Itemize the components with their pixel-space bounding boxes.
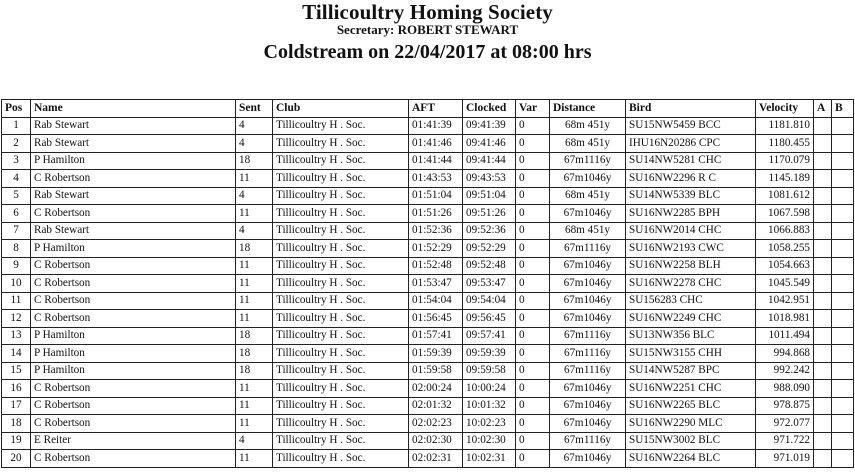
cell-sent: 4 bbox=[236, 222, 273, 240]
cell-distance: 67m1046y bbox=[550, 205, 626, 223]
table-row bbox=[2, 292, 854, 310]
cell-sent: 4 bbox=[236, 117, 273, 135]
cell-bird: SU15NW3002 BLC bbox=[626, 432, 756, 450]
table-row bbox=[2, 432, 854, 450]
cell-velocity: 1042.951 bbox=[756, 292, 814, 310]
table-row bbox=[2, 310, 854, 328]
cell-sent: 4 bbox=[236, 135, 273, 153]
cell-club: Tillicoultry H . Soc. bbox=[273, 275, 409, 293]
cell-velocity: 994.868 bbox=[756, 345, 814, 363]
cell-velocity: 1180.455 bbox=[756, 135, 814, 153]
cell-clocked: 09:41:39 bbox=[463, 117, 516, 135]
cell-aft: 01:52:29 bbox=[409, 240, 463, 258]
cell-a bbox=[814, 327, 832, 345]
col-a: A bbox=[814, 100, 832, 118]
col-aft: AFT bbox=[409, 100, 463, 118]
cell-bird: SU14NW5287 BPC bbox=[626, 362, 756, 380]
cell-clocked: 10:02:23 bbox=[463, 415, 516, 433]
cell-var: 0 bbox=[516, 310, 550, 328]
cell-clocked: 09:53:47 bbox=[463, 275, 516, 293]
cell-var: 0 bbox=[516, 345, 550, 363]
cell-pos: 8 bbox=[2, 240, 31, 258]
cell-var: 0 bbox=[516, 450, 550, 468]
col-bird: Bird bbox=[626, 100, 756, 118]
cell-b bbox=[832, 257, 854, 275]
cell-a bbox=[814, 275, 832, 293]
cell-sent: 11 bbox=[236, 310, 273, 328]
col-pos: Pos bbox=[2, 100, 31, 118]
cell-var: 0 bbox=[516, 205, 550, 223]
col-clocked: Clocked bbox=[463, 100, 516, 118]
cell-b bbox=[832, 310, 854, 328]
cell-name: Rab Stewart bbox=[31, 117, 236, 135]
cell-pos: 15 bbox=[2, 362, 31, 380]
cell-name: C Robertson bbox=[31, 380, 236, 398]
cell-distance: 67m1046y bbox=[550, 380, 626, 398]
cell-velocity: 1170.079 bbox=[756, 152, 814, 170]
cell-name: Rab Stewart bbox=[31, 222, 236, 240]
cell-pos: 18 bbox=[2, 415, 31, 433]
cell-var: 0 bbox=[516, 187, 550, 205]
cell-sent: 11 bbox=[236, 205, 273, 223]
cell-velocity: 1066.883 bbox=[756, 222, 814, 240]
cell-name: C Robertson bbox=[31, 415, 236, 433]
cell-pos: 16 bbox=[2, 380, 31, 398]
results-table bbox=[1, 99, 854, 468]
cell-var: 0 bbox=[516, 135, 550, 153]
cell-a bbox=[814, 450, 832, 468]
cell-club: Tillicoultry H . Soc. bbox=[273, 187, 409, 205]
cell-distance: 67m1116y bbox=[550, 432, 626, 450]
cell-pos: 20 bbox=[2, 450, 31, 468]
cell-a bbox=[814, 187, 832, 205]
cell-bird: SU16NW2265 BLC bbox=[626, 397, 756, 415]
cell-sent: 11 bbox=[236, 292, 273, 310]
table-row bbox=[2, 240, 854, 258]
cell-bird: SU16NW2249 CHC bbox=[626, 310, 756, 328]
document-header bbox=[0, 0, 855, 64]
col-b: B bbox=[832, 100, 854, 118]
table-row bbox=[2, 135, 854, 153]
cell-aft: 01:52:48 bbox=[409, 257, 463, 275]
cell-bird: SU16NW2014 CHC bbox=[626, 222, 756, 240]
cell-var: 0 bbox=[516, 397, 550, 415]
cell-var: 0 bbox=[516, 432, 550, 450]
society-title: Tillicoultry Homing Society bbox=[302, 0, 553, 24]
cell-name: Rab Stewart bbox=[31, 135, 236, 153]
cell-aft: 01:56:45 bbox=[409, 310, 463, 328]
cell-sent: 11 bbox=[236, 380, 273, 398]
cell-b bbox=[832, 152, 854, 170]
cell-pos: 19 bbox=[2, 432, 31, 450]
cell-bird: SU156283 CHC bbox=[626, 292, 756, 310]
table-row bbox=[2, 117, 854, 135]
race-heading: Coldstream on 22/04/2017 at 08:00 hrs bbox=[263, 41, 592, 63]
cell-b bbox=[832, 240, 854, 258]
cell-velocity: 972.077 bbox=[756, 415, 814, 433]
cell-aft: 01:53:47 bbox=[409, 275, 463, 293]
cell-clocked: 10:02:31 bbox=[463, 450, 516, 468]
cell-a bbox=[814, 240, 832, 258]
cell-club: Tillicoultry H . Soc. bbox=[273, 292, 409, 310]
cell-var: 0 bbox=[516, 292, 550, 310]
table-row bbox=[2, 345, 854, 363]
cell-b bbox=[832, 362, 854, 380]
cell-name: Rab Stewart bbox=[31, 187, 236, 205]
cell-a bbox=[814, 222, 832, 240]
table-row bbox=[2, 222, 854, 240]
cell-velocity: 1145.189 bbox=[756, 170, 814, 188]
cell-distance: 68m 451y bbox=[550, 187, 626, 205]
cell-aft: 02:02:30 bbox=[409, 432, 463, 450]
cell-sent: 4 bbox=[236, 432, 273, 450]
cell-a bbox=[814, 362, 832, 380]
cell-club: Tillicoultry H . Soc. bbox=[273, 240, 409, 258]
cell-a bbox=[814, 415, 832, 433]
cell-club: Tillicoultry H . Soc. bbox=[273, 450, 409, 468]
cell-name: C Robertson bbox=[31, 170, 236, 188]
cell-velocity: 1045.549 bbox=[756, 275, 814, 293]
col-club: Club bbox=[273, 100, 409, 118]
cell-pos: 6 bbox=[2, 205, 31, 223]
cell-aft: 01:54:04 bbox=[409, 292, 463, 310]
cell-name: C Robertson bbox=[31, 257, 236, 275]
cell-bird: SU16NW2264 BLC bbox=[626, 450, 756, 468]
cell-aft: 01:59:58 bbox=[409, 362, 463, 380]
cell-var: 0 bbox=[516, 117, 550, 135]
cell-a bbox=[814, 170, 832, 188]
col-sent: Sent bbox=[236, 100, 273, 118]
cell-name: C Robertson bbox=[31, 310, 236, 328]
cell-b bbox=[832, 170, 854, 188]
cell-club: Tillicoultry H . Soc. bbox=[273, 310, 409, 328]
cell-b bbox=[832, 117, 854, 135]
table-row bbox=[2, 187, 854, 205]
cell-var: 0 bbox=[516, 362, 550, 380]
cell-clocked: 10:02:30 bbox=[463, 432, 516, 450]
cell-club: Tillicoultry H . Soc. bbox=[273, 257, 409, 275]
cell-clocked: 09:51:04 bbox=[463, 187, 516, 205]
cell-clocked: 09:41:46 bbox=[463, 135, 516, 153]
cell-bird: SU13NW356 BLC bbox=[626, 327, 756, 345]
cell-clocked: 09:59:39 bbox=[463, 345, 516, 363]
cell-distance: 67m1116y bbox=[550, 240, 626, 258]
cell-bird: SU14NW5281 CHC bbox=[626, 152, 756, 170]
cell-distance: 67m1046y bbox=[550, 170, 626, 188]
cell-bird: SU15NW3155 CHH bbox=[626, 345, 756, 363]
table-row bbox=[2, 450, 854, 468]
cell-distance: 67m1116y bbox=[550, 345, 626, 363]
cell-aft: 02:00:24 bbox=[409, 380, 463, 398]
cell-club: Tillicoultry H . Soc. bbox=[273, 205, 409, 223]
cell-pos: 17 bbox=[2, 397, 31, 415]
cell-sent: 11 bbox=[236, 397, 273, 415]
cell-name: P Hamilton bbox=[31, 240, 236, 258]
cell-club: Tillicoultry H . Soc. bbox=[273, 117, 409, 135]
cell-clocked: 09:43:53 bbox=[463, 170, 516, 188]
cell-distance: 67m1046y bbox=[550, 292, 626, 310]
cell-club: Tillicoultry H . Soc. bbox=[273, 362, 409, 380]
cell-var: 0 bbox=[516, 170, 550, 188]
table-row bbox=[2, 415, 854, 433]
cell-bird: SU16NW2278 CHC bbox=[626, 275, 756, 293]
cell-aft: 01:57:41 bbox=[409, 327, 463, 345]
cell-aft: 01:52:36 bbox=[409, 222, 463, 240]
cell-velocity: 978.875 bbox=[756, 397, 814, 415]
cell-name: C Robertson bbox=[31, 205, 236, 223]
cell-b bbox=[832, 450, 854, 468]
table-row bbox=[2, 397, 854, 415]
cell-a bbox=[814, 345, 832, 363]
cell-aft: 02:02:31 bbox=[409, 450, 463, 468]
cell-velocity: 1018.981 bbox=[756, 310, 814, 328]
cell-sent: 18 bbox=[236, 152, 273, 170]
cell-bird: IHU16N20286 CPC bbox=[626, 135, 756, 153]
cell-sent: 4 bbox=[236, 187, 273, 205]
cell-b bbox=[832, 345, 854, 363]
cell-club: Tillicoultry H . Soc. bbox=[273, 222, 409, 240]
cell-a bbox=[814, 135, 832, 153]
cell-club: Tillicoultry H . Soc. bbox=[273, 152, 409, 170]
table-row bbox=[2, 170, 854, 188]
cell-a bbox=[814, 310, 832, 328]
cell-name: P Hamilton bbox=[31, 327, 236, 345]
cell-a bbox=[814, 152, 832, 170]
cell-sent: 18 bbox=[236, 345, 273, 363]
cell-sent: 18 bbox=[236, 327, 273, 345]
cell-name: C Robertson bbox=[31, 275, 236, 293]
cell-b bbox=[832, 292, 854, 310]
cell-a bbox=[814, 205, 832, 223]
cell-clocked: 09:59:58 bbox=[463, 362, 516, 380]
cell-var: 0 bbox=[516, 257, 550, 275]
cell-a bbox=[814, 380, 832, 398]
cell-name: C Robertson bbox=[31, 292, 236, 310]
cell-aft: 01:51:26 bbox=[409, 205, 463, 223]
cell-pos: 7 bbox=[2, 222, 31, 240]
cell-clocked: 09:56:45 bbox=[463, 310, 516, 328]
cell-b bbox=[832, 275, 854, 293]
secretary-line: Secretary: ROBERT STEWART bbox=[336, 22, 519, 37]
cell-aft: 01:43:53 bbox=[409, 170, 463, 188]
cell-name: C Robertson bbox=[31, 450, 236, 468]
cell-pos: 1 bbox=[2, 117, 31, 135]
cell-clocked: 09:41:44 bbox=[463, 152, 516, 170]
cell-bird: SU16NW2193 CWC bbox=[626, 240, 756, 258]
cell-aft: 01:41:39 bbox=[409, 117, 463, 135]
cell-pos: 9 bbox=[2, 257, 31, 275]
cell-pos: 5 bbox=[2, 187, 31, 205]
cell-distance: 67m1116y bbox=[550, 152, 626, 170]
cell-b bbox=[832, 222, 854, 240]
col-var: Var bbox=[516, 100, 550, 118]
cell-b bbox=[832, 432, 854, 450]
cell-name: P Hamilton bbox=[31, 152, 236, 170]
cell-velocity: 1011.494 bbox=[756, 327, 814, 345]
cell-bird: SU14NW5339 BLC bbox=[626, 187, 756, 205]
cell-bird: SU16NW2258 BLH bbox=[626, 257, 756, 275]
cell-velocity: 971.019 bbox=[756, 450, 814, 468]
cell-clocked: 09:57:41 bbox=[463, 327, 516, 345]
cell-sent: 18 bbox=[236, 362, 273, 380]
cell-distance: 67m1046y bbox=[550, 397, 626, 415]
table-row bbox=[2, 205, 854, 223]
col-velocity: Velocity bbox=[756, 100, 814, 118]
col-name: Name bbox=[31, 100, 236, 118]
cell-pos: 11 bbox=[2, 292, 31, 310]
cell-aft: 02:02:23 bbox=[409, 415, 463, 433]
cell-distance: 67m1046y bbox=[550, 275, 626, 293]
cell-distance: 68m 451y bbox=[550, 117, 626, 135]
cell-club: Tillicoultry H . Soc. bbox=[273, 327, 409, 345]
cell-sent: 11 bbox=[236, 415, 273, 433]
cell-var: 0 bbox=[516, 240, 550, 258]
cell-aft: 01:41:46 bbox=[409, 135, 463, 153]
cell-pos: 10 bbox=[2, 275, 31, 293]
cell-velocity: 1054.663 bbox=[756, 257, 814, 275]
cell-bird: SU16NW2290 MLC bbox=[626, 415, 756, 433]
cell-a bbox=[814, 432, 832, 450]
cell-a bbox=[814, 117, 832, 135]
cell-distance: 67m1046y bbox=[550, 310, 626, 328]
cell-b bbox=[832, 397, 854, 415]
table-row bbox=[2, 380, 854, 398]
cell-pos: 14 bbox=[2, 345, 31, 363]
cell-clocked: 09:54:04 bbox=[463, 292, 516, 310]
cell-a bbox=[814, 257, 832, 275]
cell-club: Tillicoultry H . Soc. bbox=[273, 170, 409, 188]
cell-club: Tillicoultry H . Soc. bbox=[273, 432, 409, 450]
cell-aft: 01:41:44 bbox=[409, 152, 463, 170]
table-row bbox=[2, 152, 854, 170]
cell-velocity: 992.242 bbox=[756, 362, 814, 380]
cell-club: Tillicoultry H . Soc. bbox=[273, 345, 409, 363]
table-row bbox=[2, 275, 854, 293]
cell-velocity: 1081.612 bbox=[756, 187, 814, 205]
cell-sent: 18 bbox=[236, 240, 273, 258]
header-row bbox=[2, 100, 854, 118]
cell-aft: 01:51:04 bbox=[409, 187, 463, 205]
cell-a bbox=[814, 397, 832, 415]
cell-var: 0 bbox=[516, 275, 550, 293]
cell-sent: 11 bbox=[236, 450, 273, 468]
cell-bird: SU16NW2285 BPH bbox=[626, 205, 756, 223]
cell-b bbox=[832, 135, 854, 153]
cell-distance: 67m1046y bbox=[550, 450, 626, 468]
cell-a bbox=[814, 292, 832, 310]
cell-var: 0 bbox=[516, 327, 550, 345]
cell-name: P Hamilton bbox=[31, 362, 236, 380]
cell-velocity: 1058.255 bbox=[756, 240, 814, 258]
cell-clocked: 09:52:48 bbox=[463, 257, 516, 275]
cell-club: Tillicoultry H . Soc. bbox=[273, 380, 409, 398]
cell-b bbox=[832, 327, 854, 345]
table-row bbox=[2, 362, 854, 380]
cell-sent: 11 bbox=[236, 257, 273, 275]
col-distance: Distance bbox=[550, 100, 626, 118]
cell-sent: 11 bbox=[236, 170, 273, 188]
cell-distance: 68m 451y bbox=[550, 135, 626, 153]
table-row bbox=[2, 327, 854, 345]
cell-var: 0 bbox=[516, 152, 550, 170]
cell-distance: 67m1046y bbox=[550, 415, 626, 433]
cell-clocked: 10:00:24 bbox=[463, 380, 516, 398]
cell-pos: 4 bbox=[2, 170, 31, 188]
cell-pos: 13 bbox=[2, 327, 31, 345]
cell-clocked: 09:52:36 bbox=[463, 222, 516, 240]
cell-bird: SU16NW2296 R C bbox=[626, 170, 756, 188]
cell-pos: 2 bbox=[2, 135, 31, 153]
cell-distance: 67m1046y bbox=[550, 257, 626, 275]
cell-bird: SU15NW5459 BCC bbox=[626, 117, 756, 135]
cell-aft: 02:01:32 bbox=[409, 397, 463, 415]
cell-var: 0 bbox=[516, 415, 550, 433]
cell-b bbox=[832, 187, 854, 205]
cell-club: Tillicoultry H . Soc. bbox=[273, 415, 409, 433]
table-row bbox=[2, 257, 854, 275]
cell-distance: 68m 451y bbox=[550, 222, 626, 240]
cell-velocity: 1067.598 bbox=[756, 205, 814, 223]
cell-var: 0 bbox=[516, 222, 550, 240]
cell-sent: 11 bbox=[236, 275, 273, 293]
cell-clocked: 09:51:26 bbox=[463, 205, 516, 223]
cell-clocked: 10:01:32 bbox=[463, 397, 516, 415]
cell-club: Tillicoultry H . Soc. bbox=[273, 135, 409, 153]
cell-distance: 67m1116y bbox=[550, 327, 626, 345]
cell-distance: 67m1116y bbox=[550, 362, 626, 380]
cell-name: E Reiter bbox=[31, 432, 236, 450]
cell-velocity: 988.090 bbox=[756, 380, 814, 398]
cell-pos: 12 bbox=[2, 310, 31, 328]
cell-pos: 3 bbox=[2, 152, 31, 170]
cell-name: P Hamilton bbox=[31, 345, 236, 363]
cell-var: 0 bbox=[516, 380, 550, 398]
cell-b bbox=[832, 380, 854, 398]
cell-b bbox=[832, 205, 854, 223]
cell-velocity: 1181.810 bbox=[756, 117, 814, 135]
cell-velocity: 971.722 bbox=[756, 432, 814, 450]
cell-b bbox=[832, 415, 854, 433]
cell-bird: SU16NW2251 CHC bbox=[626, 380, 756, 398]
cell-name: C Robertson bbox=[31, 397, 236, 415]
cell-clocked: 09:52:29 bbox=[463, 240, 516, 258]
cell-aft: 01:59:39 bbox=[409, 345, 463, 363]
cell-club: Tillicoultry H . Soc. bbox=[273, 397, 409, 415]
